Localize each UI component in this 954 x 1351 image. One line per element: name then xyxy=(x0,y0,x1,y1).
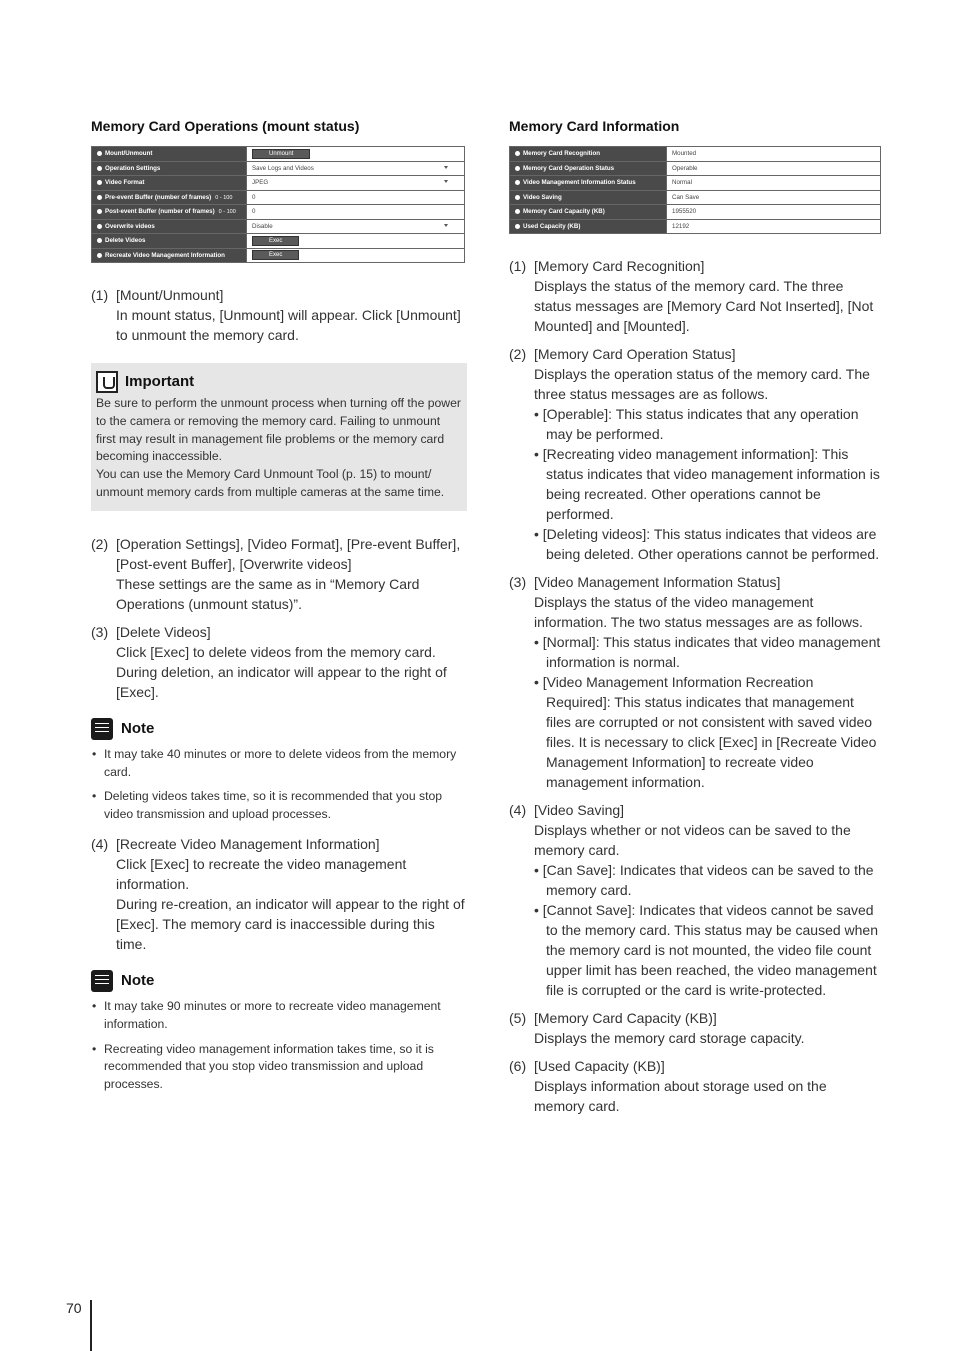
info-circle-icon xyxy=(97,166,102,171)
info-label-cell xyxy=(510,205,667,220)
bullet-item: • [Deleting videos]: This status indicates that videos are being deleted. Other operations cannot be performed. xyxy=(534,524,881,564)
note-item: • It may take 90 minutes or more to recreate video management information. xyxy=(91,998,465,1034)
item-number: (1) xyxy=(509,258,527,274)
settings-row xyxy=(92,205,465,220)
bullet-item: • [Operable]: This status indicates that any operation may be performed. xyxy=(534,404,881,444)
bullet-item: • [Video Management Information Recreation Required]: This status indicates that management files are corrupted or not consistent with saved video files. It is necessary to click [Exec] in [Recreate Video Management Information] to recreate video management information. xyxy=(534,672,881,792)
settings-row xyxy=(92,161,465,176)
info-circle-icon xyxy=(97,195,102,200)
item-head xyxy=(509,1056,881,1076)
info-circle-icon xyxy=(515,180,520,185)
chevron-down-icon xyxy=(444,180,448,183)
info-row xyxy=(510,176,881,191)
settings-value-cell xyxy=(247,219,465,234)
info-value: Can Save xyxy=(667,190,881,205)
right-column xyxy=(509,118,881,1124)
item-head xyxy=(509,256,881,276)
info-item xyxy=(509,256,881,336)
item-heading: [Video Saving] xyxy=(534,802,625,818)
important-icon xyxy=(96,371,118,393)
info-label: Memory Card Operation Status xyxy=(523,164,615,172)
info-label-cell xyxy=(510,147,667,162)
item-description: Displays information about storage used on the memory card. xyxy=(534,1078,827,1114)
item-description: Displays whether or not videos can be saved to the memory card. xyxy=(534,822,851,858)
item-heading: [Memory Card Operation Status] xyxy=(534,346,736,362)
settings-select[interactable]: JPEG xyxy=(252,179,269,187)
item-description: Displays the status of the memory card. The three status messages are [Memory Card Not Inserted], [Not Mounted] and [Mounted]. xyxy=(534,278,874,334)
note-box xyxy=(91,718,465,824)
settings-row xyxy=(92,248,465,263)
info-circle-icon xyxy=(515,195,520,200)
item-mount-unmount xyxy=(91,285,465,345)
note-box xyxy=(91,970,465,1094)
note-icon xyxy=(91,718,113,740)
info-label-cell xyxy=(510,161,667,176)
left-column xyxy=(91,118,465,1104)
settings-row xyxy=(92,176,465,191)
item-bullet-list xyxy=(509,404,881,564)
info-label: Video Management Information Status xyxy=(523,179,636,187)
info-label: Used Capacity (KB) xyxy=(523,222,581,230)
info-circle-icon xyxy=(515,166,520,171)
item-operation-settings xyxy=(91,534,465,614)
item-description: Displays the memory card storage capacity. xyxy=(534,1030,805,1046)
settings-label: Mount/Unmount xyxy=(105,150,153,158)
settings-label-cell xyxy=(92,190,247,205)
item-heading: [Recreate Video Management Information] xyxy=(116,835,380,852)
item-head xyxy=(509,344,881,364)
settings-label: Recreate Video Management Information xyxy=(105,251,225,259)
mount-status-settings-table xyxy=(91,146,465,263)
item-heading: [Delete Videos] xyxy=(116,623,211,640)
memory-card-info-table xyxy=(509,146,881,234)
settings-label: Video Format xyxy=(105,179,145,187)
info-circle-icon xyxy=(97,224,102,229)
settings-label: Overwrite videos xyxy=(105,222,155,230)
important-paragraph: You can use the Memory Card Unmount Tool (p. 15) to mount/ unmount memory cards from multiple cameras at the same time. xyxy=(96,467,445,499)
item-number: (3) xyxy=(509,574,527,590)
chevron-down-icon xyxy=(444,224,448,227)
info-value: 12192 xyxy=(667,219,881,234)
settings-row xyxy=(92,234,465,249)
settings-label-cell xyxy=(92,234,247,249)
info-circle-icon xyxy=(515,209,520,214)
settings-select[interactable]: Disable xyxy=(252,222,273,230)
info-item xyxy=(509,344,881,564)
item-description: These settings are the same as in “Memory Card Operations (unmount status)”. xyxy=(116,575,420,612)
settings-button[interactable]: Exec xyxy=(252,236,299,246)
info-label: Memory Card Capacity (KB) xyxy=(523,208,605,216)
bullet-item: • [Cannot Save]: Indicates that videos cannot be saved to the memory card. This status may be caused when the memory card is not mounted, the video file count upper limit has been reached, the video management file is corrupted or the card is write-protected. xyxy=(534,900,881,1000)
settings-row xyxy=(92,190,465,205)
info-row xyxy=(510,190,881,205)
item-head xyxy=(509,1008,881,1028)
info-circle-icon xyxy=(515,224,520,229)
item-number: (6) xyxy=(509,1058,527,1074)
item-delete-videos xyxy=(91,622,465,702)
item-head xyxy=(509,572,881,592)
info-circle-icon xyxy=(97,238,102,243)
note-title: Note xyxy=(121,720,155,738)
settings-label: Delete Videos xyxy=(105,237,146,245)
item-bullet-list xyxy=(509,860,881,1000)
info-value: Normal xyxy=(667,176,881,191)
item-number: (4) xyxy=(91,835,109,852)
important-title: Important xyxy=(125,373,195,391)
note-item: • Recreating video management information takes time, so it is recommended that you stop video transmission and upload processes. xyxy=(91,1041,465,1094)
info-row xyxy=(510,205,881,220)
settings-row xyxy=(92,219,465,234)
item-description: Displays the operation status of the memory card. The three status messages are as follows. xyxy=(534,366,870,402)
item-description: In mount status, [Unmount] will appear. Click [Unmount] to unmount the memory card. xyxy=(116,307,461,343)
bullet-item: • [Recreating video management information]: This status indicates that video management information is being recreated. Other operations cannot be performed. xyxy=(534,444,881,524)
item-number: (3) xyxy=(91,623,109,640)
info-item xyxy=(509,1056,881,1116)
info-row xyxy=(510,219,881,234)
settings-label: Post-event Buffer (number of frames) xyxy=(105,208,215,216)
item-number: (5) xyxy=(509,1010,527,1026)
info-value: 1955520 xyxy=(667,205,881,220)
item-heading: [Used Capacity (KB)] xyxy=(534,1058,665,1074)
settings-input[interactable]: 0 xyxy=(252,193,256,201)
item-description: Displays the status of the video management information. The two status messages are as follows. xyxy=(534,594,863,630)
settings-row xyxy=(92,147,465,162)
settings-label: Operation Settings xyxy=(105,164,161,172)
settings-label-cell xyxy=(92,147,247,162)
settings-value-cell xyxy=(247,161,465,176)
settings-value-cell xyxy=(247,176,465,191)
settings-select[interactable]: Save Logs and Videos xyxy=(252,164,314,172)
settings-input[interactable]: 0 xyxy=(252,208,256,216)
settings-value-cell xyxy=(247,248,465,263)
info-row xyxy=(510,161,881,176)
item-heading: [Operation Settings], [Video Format], [Pre-event Buffer], [Post-event Buffer], [Overwrite videos] xyxy=(116,535,461,572)
memory-card-info-items xyxy=(509,256,881,1116)
item-heading: [Memory Card Recognition] xyxy=(534,258,705,274)
info-circle-icon xyxy=(515,151,520,156)
settings-value-cell xyxy=(247,234,465,249)
note-item: • Deleting videos takes time, so it is recommended that you stop video transmission and upload processes. xyxy=(91,788,465,824)
item-description: During re-creation, an indicator will appear to the right of [Exec]. The memory card is inaccessible during this time. xyxy=(116,895,465,952)
info-label-cell xyxy=(510,176,667,191)
settings-label-cell xyxy=(92,205,247,220)
settings-range: 0 - 100 xyxy=(215,194,233,201)
info-label-cell xyxy=(510,190,667,205)
item-number: (2) xyxy=(91,535,109,552)
settings-label-cell xyxy=(92,161,247,176)
section-title-memory-card-info: Memory Card Information xyxy=(509,118,680,134)
note-title: Note xyxy=(121,972,155,990)
settings-label: Pre-event Buffer (number of frames) xyxy=(105,193,212,201)
bullet-item: • [Can Save]: Indicates that videos can be saved to the memory card. xyxy=(534,860,881,900)
info-label-cell xyxy=(510,219,667,234)
info-circle-icon xyxy=(97,180,102,185)
item-heading: [Video Management Information Status] xyxy=(534,574,781,590)
info-circle-icon xyxy=(97,253,102,258)
info-item xyxy=(509,800,881,1000)
important-box xyxy=(91,363,467,511)
settings-label-cell xyxy=(92,248,247,263)
section-title-mount-status: Memory Card Operations (mount status) xyxy=(91,118,360,134)
item-number: (4) xyxy=(509,802,527,818)
note-icon xyxy=(91,970,113,992)
page-number: 70 xyxy=(66,1300,82,1316)
page-number-divider xyxy=(90,1300,92,1351)
settings-label-cell xyxy=(92,219,247,234)
info-row xyxy=(510,147,881,162)
item-recreate-video-management xyxy=(91,834,465,954)
important-paragraph: Be sure to perform the unmount process when turning off the power to the camera or removing the memory card. Failing to unmount first may result in management file problems or the memory card becoming inaccessible. xyxy=(96,396,461,464)
item-bullet-list xyxy=(509,632,881,792)
info-circle-icon xyxy=(97,209,102,214)
item-description: Click [Exec] to delete videos from the memory card. During deletion, an indicator will appear to the right of [Exec]. xyxy=(116,643,447,700)
item-description: Click [Exec] to recreate the video management information. xyxy=(116,855,407,892)
chevron-down-icon xyxy=(444,166,448,169)
item-heading: [Memory Card Capacity (KB)] xyxy=(534,1010,717,1026)
info-item xyxy=(509,1008,881,1048)
settings-button[interactable]: Unmount xyxy=(252,149,310,159)
bullet-item: • [Normal]: This status indicates that video management information is normal. xyxy=(534,632,881,672)
settings-value-cell xyxy=(247,205,465,220)
info-label: Video Saving xyxy=(523,193,562,201)
info-value: Operable xyxy=(667,161,881,176)
info-item xyxy=(509,572,881,792)
settings-value-cell xyxy=(247,190,465,205)
info-label: Memory Card Recognition xyxy=(523,150,601,158)
item-heading: [Mount/Unmount] xyxy=(116,287,224,303)
settings-label-cell xyxy=(92,176,247,191)
settings-button[interactable]: Exec xyxy=(252,250,299,260)
settings-value-cell xyxy=(247,147,465,162)
item-head xyxy=(509,800,881,820)
note-item: • It may take 40 minutes or more to delete videos from the memory card. xyxy=(91,746,465,782)
item-number: (2) xyxy=(509,346,527,362)
info-value: Mounted xyxy=(667,147,881,162)
settings-range: 0 - 100 xyxy=(218,209,236,216)
info-circle-icon xyxy=(97,151,102,156)
item-number: (1) xyxy=(91,287,109,303)
